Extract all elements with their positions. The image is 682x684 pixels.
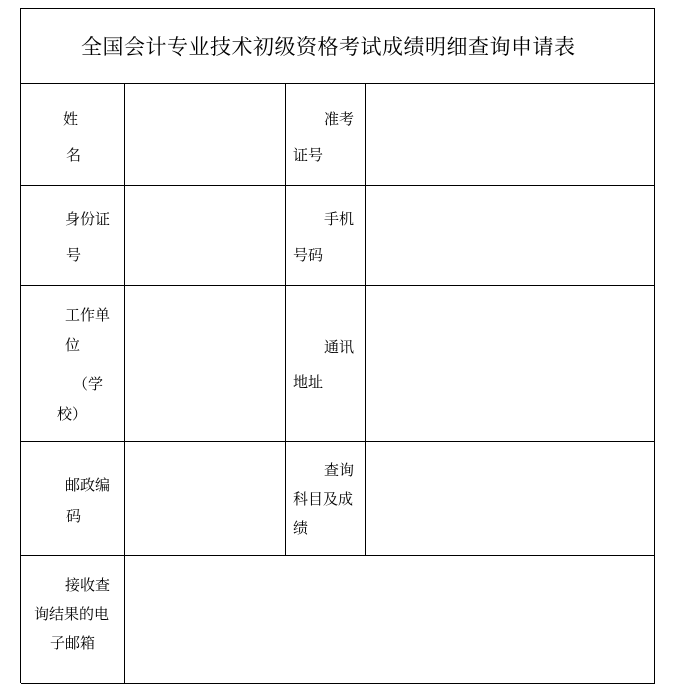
phone-label-line-2: 号码 — [293, 246, 324, 264]
workplace-label-line-1: 工作单 — [65, 306, 111, 324]
name-label-cell — [21, 84, 125, 186]
phone-label-cell — [286, 186, 366, 286]
subjects-label-line-1: 查询 — [324, 461, 355, 479]
workplace-label-cell — [21, 286, 125, 442]
email-label-line-2: 询结果的电 — [34, 605, 110, 623]
workplace-field[interactable] — [125, 286, 286, 442]
exam-no-label-cell — [286, 84, 366, 186]
subjects-label-cell — [286, 442, 366, 556]
name-field[interactable] — [125, 84, 286, 186]
id-no-label-cell — [21, 186, 125, 286]
postcode-label-line-1: 邮政编 — [65, 476, 111, 494]
phone-field[interactable] — [366, 186, 655, 286]
title-row — [21, 9, 655, 84]
exam-no-label-line-1: 准考 — [324, 110, 355, 128]
form-title: 全国会计专业技术初级资格考试成绩明细查询申请表 — [81, 35, 576, 59]
exam-no-field[interactable] — [366, 84, 655, 186]
email-label-line-3: 子邮箱 — [50, 634, 96, 652]
name-label-line-2: 名 — [66, 146, 82, 164]
name-label-line-1: 姓 — [63, 110, 79, 128]
email-label-cell — [21, 556, 125, 684]
subjects-label-line-3: 绩 — [293, 519, 309, 537]
subjects-field[interactable] — [366, 442, 655, 556]
workplace-label-line-2: 位 — [65, 336, 81, 354]
subjects-label-line-2: 科目及成 — [293, 490, 354, 508]
id-no-label-line-1: 身份证 — [65, 210, 111, 228]
email-label-line-1: 接收查 — [65, 576, 111, 594]
postcode-label-cell — [21, 442, 125, 556]
address-label-line-1: 通讯 — [324, 338, 355, 356]
postcode-label-line-2: 码 — [66, 507, 82, 525]
email-field[interactable] — [125, 556, 655, 684]
address-label-line-2: 地址 — [293, 373, 324, 391]
exam-no-label-line-2: 证号 — [293, 146, 324, 164]
address-field[interactable] — [366, 286, 655, 442]
postcode-field[interactable] — [125, 442, 286, 556]
phone-label-line-1: 手机 — [324, 210, 355, 228]
workplace-label-line-3: （学 — [73, 375, 104, 393]
id-no-label-line-2: 号 — [66, 246, 82, 264]
id-no-field[interactable] — [125, 186, 286, 286]
address-label-cell — [286, 286, 366, 442]
application-form — [20, 8, 655, 683]
workplace-label-line-4: 校） — [57, 405, 88, 423]
